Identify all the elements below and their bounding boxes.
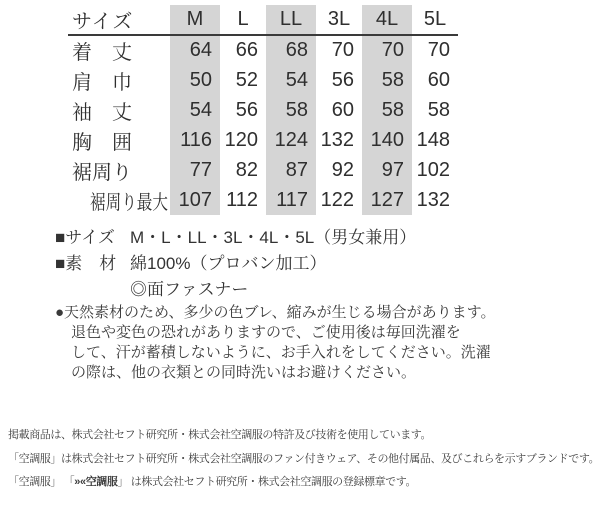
cell-value: 97 xyxy=(362,155,412,185)
col-header-5l: 5L xyxy=(412,5,458,35)
spec-material-row xyxy=(55,253,416,279)
kuchofuku-logo-text: »«空調服 xyxy=(74,476,118,488)
table-row-body-length xyxy=(68,35,458,65)
col-header-m: M xyxy=(170,5,220,35)
care-note xyxy=(55,303,495,383)
cell-value: 64 xyxy=(170,35,220,65)
cell-value: 127 xyxy=(362,185,412,215)
trademark-footer xyxy=(8,424,599,495)
spec-fastener-row xyxy=(55,279,416,305)
trademark-line-1: 掲載商品は、株式会社セフト研究所・株式会社空調服の特許及び技術を使用しています。 xyxy=(8,429,432,441)
row-label: 胸 囲 xyxy=(72,131,132,154)
spec-size-row xyxy=(55,227,416,253)
cell-value: 56 xyxy=(331,68,354,91)
cell-value: 132 xyxy=(416,188,450,211)
cell-value: 87 xyxy=(266,155,316,185)
spec-material-label: ■素 材 xyxy=(55,254,117,273)
spec-fastener-spacer xyxy=(55,279,130,305)
row-label: 袖 丈 xyxy=(72,101,132,124)
cell-value: 132 xyxy=(320,128,354,151)
cell-value: 70 xyxy=(362,35,412,65)
cell-value: 116 xyxy=(170,125,220,155)
cell-value: 56 xyxy=(235,98,258,121)
cell-value: 58 xyxy=(362,65,412,95)
cell-value: 120 xyxy=(224,128,258,151)
row-label: 肩 巾 xyxy=(72,71,132,94)
care-note-line: 退色や変色の恐れがありますので、ご使用後は毎回洗濯を xyxy=(71,324,461,341)
cell-value: 58 xyxy=(427,98,450,121)
cell-value: 122 xyxy=(320,188,354,211)
table-row-hem-max xyxy=(68,185,458,215)
trademark-line-3 xyxy=(8,471,599,495)
trademark-line-2: 「空調服」は株式会社セフト研究所・株式会社空調服のファン付きウェア、その他付属品、及びこれらを示すブランドです。 xyxy=(8,452,600,465)
col-header-ll: LL xyxy=(266,5,316,35)
cell-value: 82 xyxy=(235,158,258,181)
table-row-hem xyxy=(68,155,458,185)
spec-list xyxy=(55,227,416,305)
cell-value: 117 xyxy=(266,185,316,215)
col-header-size: サイズ xyxy=(68,5,170,35)
care-note-line: して、汗が蓄積しないように、お手入れをしてください。洗濯 xyxy=(71,344,491,361)
size-chart xyxy=(68,5,458,215)
cell-value: 124 xyxy=(266,125,316,155)
cell-value: 60 xyxy=(331,98,354,121)
spec-material-value: 綿100%（プロバン加工） xyxy=(130,254,327,273)
table-row-shoulder-width xyxy=(68,65,458,95)
cell-value: 54 xyxy=(266,65,316,95)
cell-value: 77 xyxy=(170,155,220,185)
cell-value: 58 xyxy=(266,95,316,125)
table-row-sleeve-length xyxy=(68,95,458,125)
size-chart-table xyxy=(68,5,458,215)
cell-value: 148 xyxy=(416,128,450,151)
cell-value: 50 xyxy=(170,65,220,95)
care-note-line: ●天然素材のため、多少の色ブレ、縮みが生じる場合があります。 xyxy=(55,304,496,321)
cell-value: 60 xyxy=(427,68,450,91)
cell-value: 58 xyxy=(362,95,412,125)
col-header-4l: 4L xyxy=(362,5,412,35)
table-row-chest xyxy=(68,125,458,155)
cell-value: 70 xyxy=(427,39,450,61)
cell-value: 140 xyxy=(362,125,412,155)
cell-value: 66 xyxy=(235,39,258,61)
spec-size-value: M・L・LL・3L・4L・5L（男女兼用） xyxy=(130,228,417,247)
trademark-line-3-pre: 「空調服」 「 xyxy=(8,476,75,488)
cell-value: 54 xyxy=(170,95,220,125)
col-header-3l: 3L xyxy=(316,5,362,35)
care-note-line: の際は、他の衣類との同時洗いはお避けください。 xyxy=(71,364,417,381)
row-label: 着 丈 xyxy=(72,42,132,64)
spec-fastener-value: ◎面ファスナー xyxy=(130,280,249,299)
row-label: 裾周り最大 xyxy=(90,191,168,214)
cell-value: 92 xyxy=(331,158,354,181)
trademark-line-3-post: 」 は株式会社セフト研究所・株式会社空調服の登録標章です。 xyxy=(117,476,417,488)
col-header-l: L xyxy=(220,5,266,35)
cell-value: 102 xyxy=(416,158,450,181)
spec-size-label: ■サイズ xyxy=(55,228,115,247)
cell-value: 68 xyxy=(266,35,316,65)
size-header-row xyxy=(68,5,458,35)
cell-value: 70 xyxy=(331,39,354,61)
cell-value: 112 xyxy=(226,188,258,211)
cell-value: 52 xyxy=(235,68,258,91)
row-label: 裾周り xyxy=(72,161,132,184)
cell-value: 107 xyxy=(170,185,220,215)
